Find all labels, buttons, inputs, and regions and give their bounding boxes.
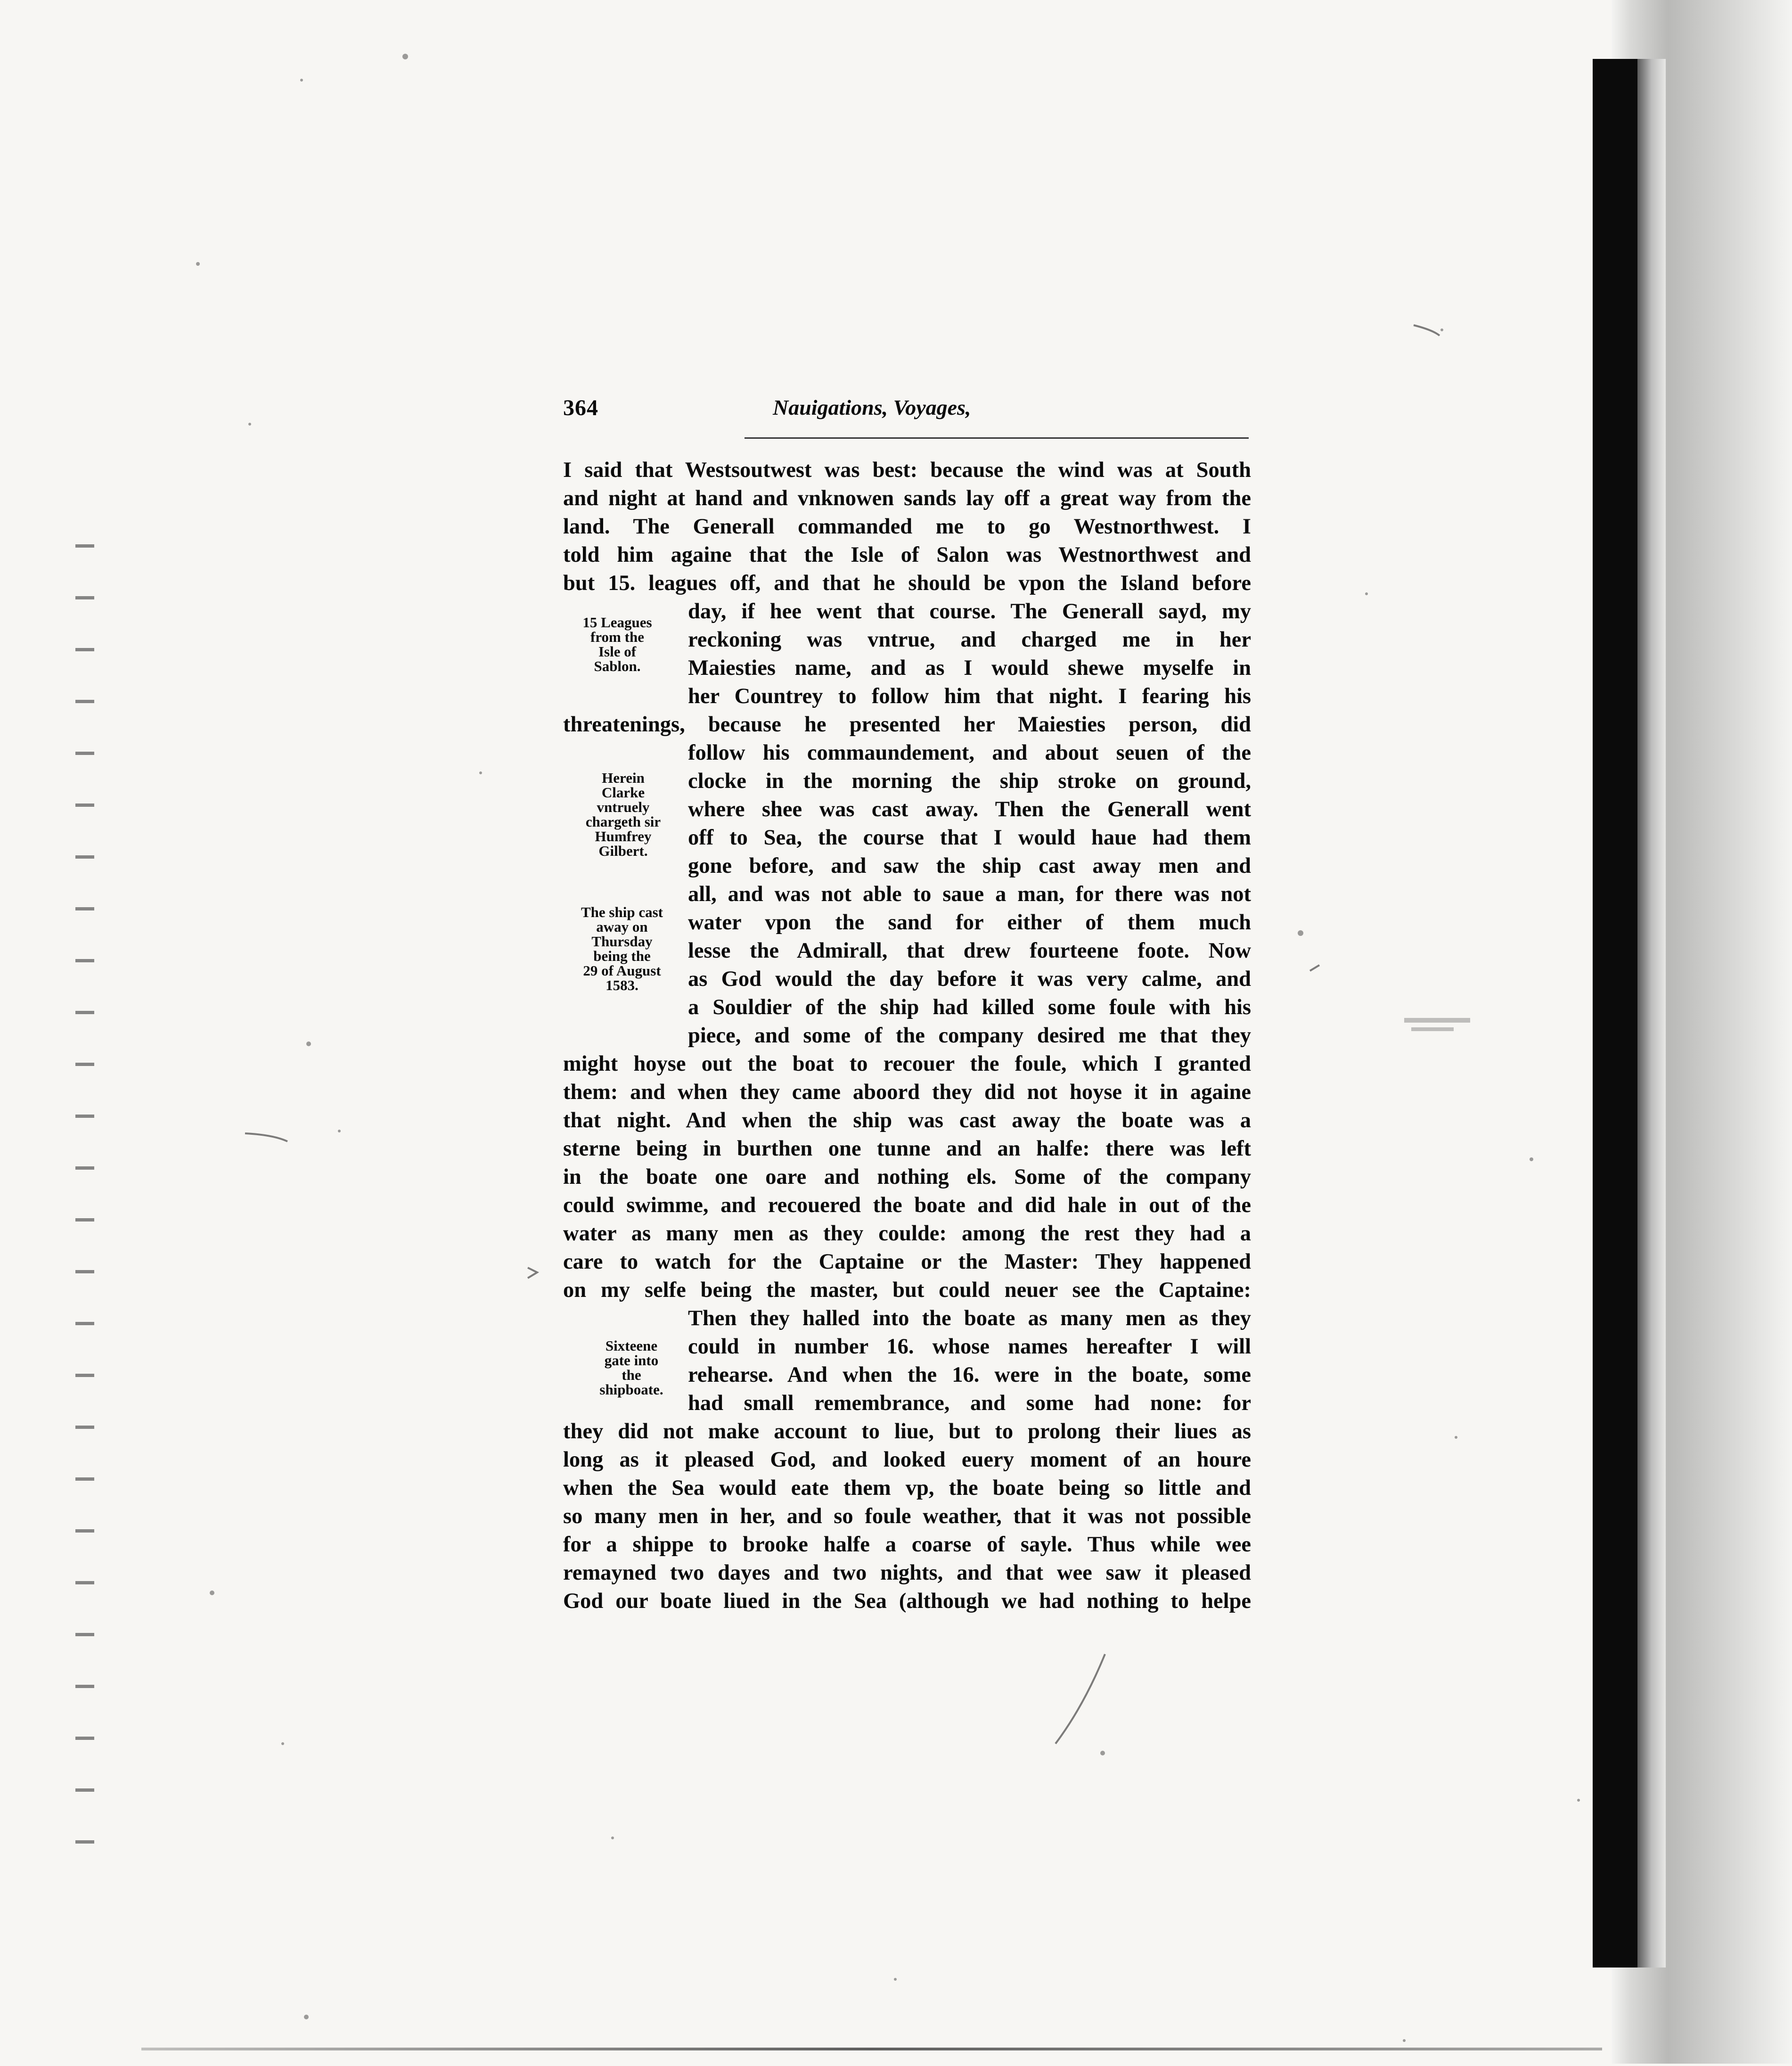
text-line: but 15. leagues off, and that he should be vpon the Island before [563,571,1251,595]
text-line: so many men in her, and so foule weather, that it was not possible [563,1504,1251,1528]
text-line: had small remembrance, and some had none: for [688,1391,1251,1415]
text-line: they did not make account to liue, but to prolong their liues as [563,1419,1251,1443]
text-line: off to Sea, the course that I would haue had them [688,826,1251,850]
text-line: Maiesties name, and as I would shewe myselfe in [688,656,1251,680]
text-line: remayned two dayes and two nights, and that wee saw it pleased [563,1561,1251,1585]
text-line: care to watch for the Captaine or the Master: They happened [563,1250,1251,1274]
text-line: I said that Westsoutwest was best: because the wind was at South [563,458,1251,482]
bottom-scan-edge [141,2048,1602,2050]
margin-note [580,1338,683,1397]
text-line: land. The Generall commanded me to go Westnorthwest. I [563,515,1251,539]
text-line: day, if hee went that course. The Generall sayd, my [688,599,1251,623]
margin-note-line: Clarke [601,784,645,801]
page-edge-gradient [1637,59,1666,1968]
text-line: for a shippe to brooke halfe a coarse of sayle. Thus while wee [563,1533,1251,1557]
margin-note-line: Thursday [591,933,653,950]
margin-note-line: Sixteene [605,1337,658,1354]
text-line: Then they halled into the boate as many men as they [688,1306,1251,1330]
text-line: and night at hand and vnknowen sands lay off a great way from the [563,486,1251,510]
text-line: when the Sea would eate them vp, the boate being so little and [563,1476,1251,1500]
text-line: rehearse. And when the 16. were in the boate, some [688,1363,1251,1387]
margin-note-line: 29 of August [583,962,661,979]
margin-note [561,905,683,992]
margin-note [561,615,674,673]
margin-note-line: shipboate. [599,1381,663,1398]
text-line: water as many men as they coulde: among the rest they had a [563,1222,1251,1246]
text-line: follow his commaundement, and about seuen of the [688,741,1251,765]
running-title: Nauigations, Voyages, [773,395,971,419]
text-line: that night. And when the ship was cast away the boate was a [563,1108,1251,1132]
margin-note-line: Herein [602,770,645,786]
margin-note-line: being the [593,948,651,964]
margin-note-line: Isle of [598,643,637,660]
text-line: clocke in the morning the ship stroke on ground, [688,769,1251,793]
text-line: could in number 16. whose names hereafter I will [688,1335,1251,1359]
text-line: piece, and some of the company desired me that they [688,1024,1251,1048]
page-number: 364 [563,395,598,420]
text-line: her Countrey to follow him that night. I fearing his [688,684,1251,708]
text-line: all, and was not able to saue a man, for there was not [688,882,1251,906]
text-line: reckoning was vntrue, and charged me in her [688,628,1251,652]
text-line: told him againe that the Isle of Salon was Westnorthwest and [563,543,1251,567]
margin-note [563,771,683,858]
header-rule [745,437,1249,439]
text-line: sterne being in burthen one tunne and an halfe: there was left [563,1137,1251,1161]
margin-note-line: chargeth sir [585,813,661,830]
left-gutter-marks [75,518,94,1885]
text-line: on my selfe being the master, but could neuer see the Captaine: [563,1278,1251,1302]
text-line: where shee was cast away. Then the Generall went [688,797,1251,821]
text-line: them: and when they came aboord they did not hoyse it in againe [563,1080,1251,1104]
margin-note-line: away on [596,918,648,935]
margin-note-line: the [622,1367,641,1383]
margin-note-line: 1583. [606,977,638,993]
page-edge-dark [1593,59,1637,1968]
margin-note-line: vntruely [597,799,650,815]
margin-note-line: The ship cast [581,904,663,920]
text-line: threatenings, because he presented her Maiesties person, did [563,713,1251,737]
text-line: lesse the Admirall, that drew fourteene foote. Now [688,939,1251,963]
text-line: as God would the day before it was very calme, and [688,967,1251,991]
margin-note-line: gate into [604,1352,659,1369]
text-line: a Souldier of the ship had killed some foule with his [688,995,1251,1019]
margin-note-line: Humfrey [595,828,652,844]
margin-note-line: 15 Leagues [582,614,652,631]
margin-note-line: Sablon. [594,658,641,674]
text-line: long as it pleased God, and looked euery moment of an houre [563,1448,1251,1472]
margin-note-line: Gilbert. [598,843,648,859]
text-line: in the boate one oare and nothing els. Some of the company [563,1165,1251,1189]
text-line: water vpon the sand for either of them much [688,910,1251,935]
text-line: could swimme, and recouered the boate and did hale in out of the [563,1193,1251,1217]
margin-note-line: from the [590,629,644,645]
text-line: God our boate liued in the Sea (although we had nothing to helpe [563,1589,1251,1613]
text-line: might hoyse out the boat to recouer the foule, which I granted [563,1052,1251,1076]
text-line: gone before, and saw the ship cast away men and [688,854,1251,878]
